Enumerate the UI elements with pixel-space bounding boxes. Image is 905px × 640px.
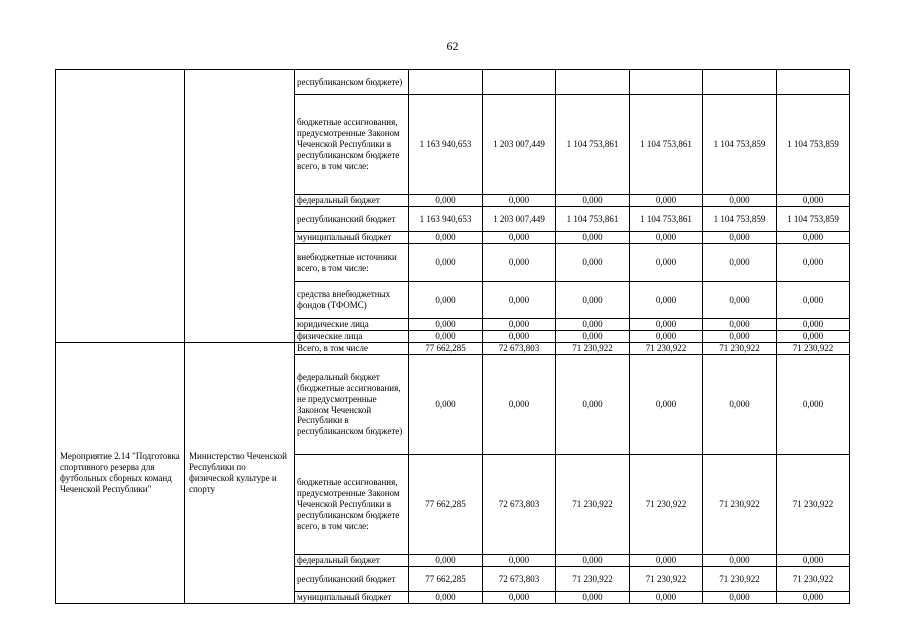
executor-cell-empty xyxy=(185,70,295,343)
value-cell xyxy=(556,70,630,95)
value-cell xyxy=(409,70,483,95)
value-cell: 0,000 xyxy=(483,232,556,244)
value-cell: 0,000 xyxy=(483,244,556,282)
value-cell: 1 163 940,653 xyxy=(409,95,483,195)
value-cell: 0,000 xyxy=(556,244,630,282)
value-cell: 71 230,922 xyxy=(777,567,850,592)
value-cell: 0,000 xyxy=(777,555,850,567)
source-label: бюджетные ассигнования, предусмотренные Законом Чеченской Республики в республиканском бюджете всего, в том числе: xyxy=(295,455,409,555)
source-label: Всего, в том числе xyxy=(295,343,409,355)
value-cell: 71 230,922 xyxy=(556,567,630,592)
value-cell: 0,000 xyxy=(777,331,850,343)
value-cell: 0,000 xyxy=(409,355,483,455)
value-cell: 0,000 xyxy=(556,282,630,319)
value-cell: 71 230,922 xyxy=(630,343,703,355)
value-cell: 0,000 xyxy=(483,195,556,207)
value-cell: 71 230,922 xyxy=(630,567,703,592)
value-cell: 1 104 753,859 xyxy=(703,207,777,232)
value-cell: 0,000 xyxy=(630,244,703,282)
source-label: внебюджетные источники всего, в том числе: xyxy=(295,244,409,282)
value-cell: 0,000 xyxy=(483,319,556,331)
value-cell: 0,000 xyxy=(630,195,703,207)
value-cell: 72 673,803 xyxy=(483,343,556,355)
source-label: республиканский бюджет xyxy=(295,207,409,232)
value-cell: 71 230,922 xyxy=(556,343,630,355)
value-cell: 71 230,922 xyxy=(630,455,703,555)
value-cell: 1 203 007,449 xyxy=(483,207,556,232)
value-cell: 0,000 xyxy=(703,331,777,343)
value-cell: 1 104 753,861 xyxy=(630,95,703,195)
value-cell: 0,000 xyxy=(630,355,703,455)
value-cell: 0,000 xyxy=(409,592,483,604)
value-cell: 71 230,922 xyxy=(777,343,850,355)
executor-name: Министерство Чеченской Республики по физической культуре и спорту xyxy=(185,343,295,604)
value-cell: 0,000 xyxy=(630,592,703,604)
source-label: федеральный бюджет xyxy=(295,555,409,567)
value-cell: 0,000 xyxy=(409,195,483,207)
value-cell: 0,000 xyxy=(409,282,483,319)
source-label: бюджетные ассигнования, предусмотренные Законом Чеченской Республики в республиканском бюджете всего, в том числе: xyxy=(295,95,409,195)
value-cell: 0,000 xyxy=(630,282,703,319)
value-cell: 0,000 xyxy=(703,555,777,567)
value-cell: 0,000 xyxy=(777,282,850,319)
value-cell: 0,000 xyxy=(777,244,850,282)
value-cell: 0,000 xyxy=(556,555,630,567)
value-cell: 1 104 753,861 xyxy=(556,207,630,232)
source-label: муниципальный бюджет xyxy=(295,592,409,604)
value-cell: 72 673,803 xyxy=(483,455,556,555)
source-label: муниципальный бюджет xyxy=(295,232,409,244)
value-cell: 0,000 xyxy=(777,592,850,604)
value-cell: 0,000 xyxy=(409,555,483,567)
value-cell: 1 104 753,861 xyxy=(556,95,630,195)
source-label: федеральный бюджет xyxy=(295,195,409,207)
value-cell: 0,000 xyxy=(703,355,777,455)
value-cell: 0,000 xyxy=(409,319,483,331)
budget-table xyxy=(55,69,850,604)
value-cell: 0,000 xyxy=(703,244,777,282)
source-label: республиканском бюджете) xyxy=(295,70,409,95)
table-row xyxy=(56,343,850,355)
value-cell: 0,000 xyxy=(703,592,777,604)
value-cell: 0,000 xyxy=(483,282,556,319)
measure-name: Мероприятие 2.14 "Подготовка спортивного резерва для футбольных сборных команд Чеченской Республики" xyxy=(56,343,185,604)
value-cell: 0,000 xyxy=(630,319,703,331)
source-label: физические лица xyxy=(295,331,409,343)
value-cell: 0,000 xyxy=(777,355,850,455)
value-cell: 0,000 xyxy=(409,244,483,282)
value-cell: 71 230,922 xyxy=(703,455,777,555)
value-cell: 77 662,285 xyxy=(409,567,483,592)
value-cell: 0,000 xyxy=(703,232,777,244)
value-cell: 0,000 xyxy=(777,232,850,244)
value-cell: 0,000 xyxy=(630,232,703,244)
value-cell: 0,000 xyxy=(703,195,777,207)
value-cell: 0,000 xyxy=(777,319,850,331)
value-cell: 1 104 753,859 xyxy=(777,95,850,195)
value-cell: 1 163 940,653 xyxy=(409,207,483,232)
value-cell: 0,000 xyxy=(703,282,777,319)
source-label: юридические лица xyxy=(295,319,409,331)
value-cell xyxy=(777,70,850,95)
value-cell: 0,000 xyxy=(556,331,630,343)
source-label: средства внебюджетных фондов (ТФОМС) xyxy=(295,282,409,319)
value-cell: 0,000 xyxy=(483,592,556,604)
value-cell: 1 104 753,859 xyxy=(777,207,850,232)
value-cell: 0,000 xyxy=(630,555,703,567)
value-cell: 0,000 xyxy=(777,195,850,207)
value-cell: 0,000 xyxy=(409,331,483,343)
page-number: 62 xyxy=(446,39,459,53)
value-cell: 0,000 xyxy=(483,331,556,343)
value-cell: 72 673,803 xyxy=(483,567,556,592)
value-cell: 71 230,922 xyxy=(556,455,630,555)
measure-cell-empty xyxy=(56,70,185,343)
value-cell: 77 662,285 xyxy=(409,455,483,555)
value-cell xyxy=(483,70,556,95)
value-cell: 0,000 xyxy=(483,555,556,567)
source-label: республиканский бюджет xyxy=(295,567,409,592)
value-cell: 0,000 xyxy=(556,195,630,207)
value-cell: 1 203 007,449 xyxy=(483,95,556,195)
value-cell xyxy=(630,70,703,95)
value-cell: 0,000 xyxy=(556,319,630,331)
value-cell: 0,000 xyxy=(630,331,703,343)
value-cell: 71 230,922 xyxy=(703,567,777,592)
value-cell: 0,000 xyxy=(703,319,777,331)
value-cell: 77 662,285 xyxy=(409,343,483,355)
value-cell: 0,000 xyxy=(556,592,630,604)
value-cell: 0,000 xyxy=(483,355,556,455)
value-cell: 71 230,922 xyxy=(703,343,777,355)
value-cell: 0,000 xyxy=(556,232,630,244)
value-cell: 1 104 753,861 xyxy=(630,207,703,232)
source-label: федеральный бюджет (бюджетные ассигнования, не предусмотренные Законом Чеченской Республики в республиканском бюджете) xyxy=(295,355,409,455)
value-cell: 1 104 753,859 xyxy=(703,95,777,195)
value-cell: 71 230,922 xyxy=(777,455,850,555)
table-row xyxy=(56,70,850,95)
value-cell xyxy=(703,70,777,95)
value-cell: 0,000 xyxy=(409,232,483,244)
value-cell: 0,000 xyxy=(556,355,630,455)
